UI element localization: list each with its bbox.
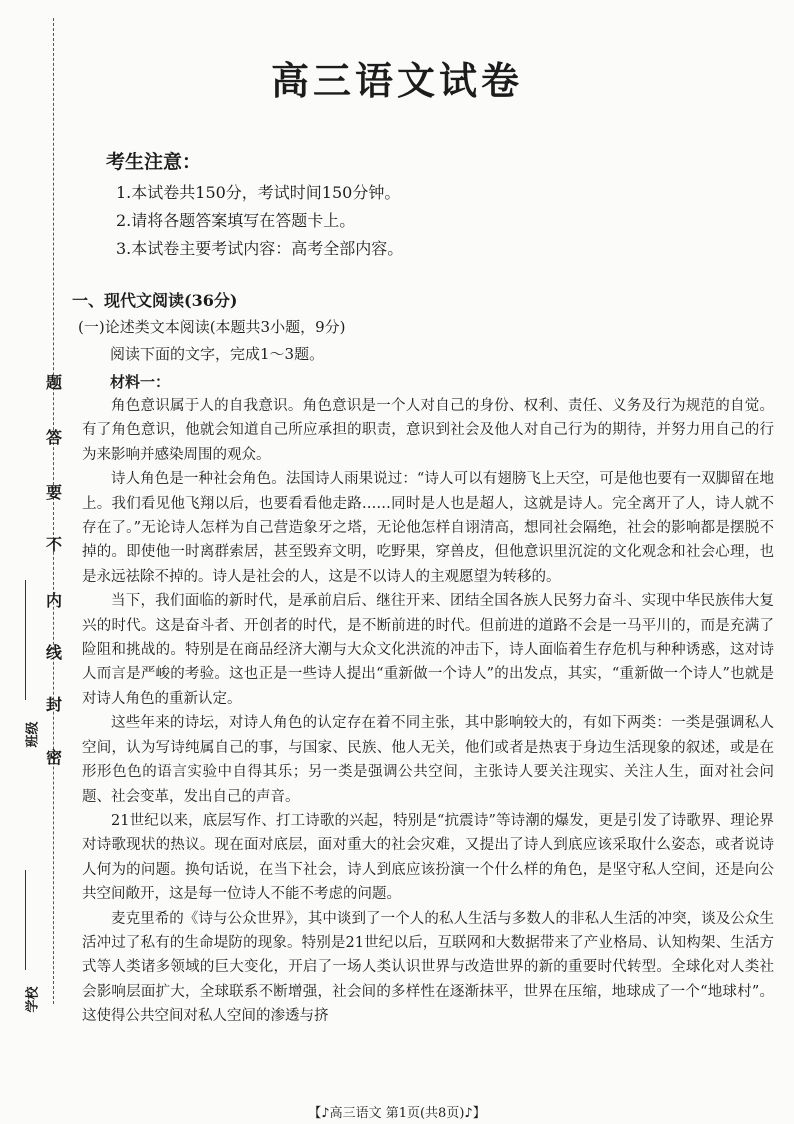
subsection-heading: (一)论述类文本阅读(本题共3小题，9分): [78, 318, 346, 336]
paragraph: 这些年来的诗坛，对诗人角色的认定存在着不同主张，其中影响较大的，有如下两类：一类是强调私人空间，认为写诗纯属自己的事，与国家、民族、他人无关，他们或者是热衷于身边生活现象的叙述，或是在形形色色的语言实验中自得其乐；另一类是强调公共空间，主张诗人要关注现实、关注人生，面对社会问题、社会变革，发出自己的声音。: [82, 715, 774, 805]
reading-instruction: 阅读下面的文字，完成1～3题。: [110, 345, 325, 363]
class-label: 班级: [25, 721, 41, 748]
seal-char: 不: [45, 535, 62, 554]
seal-char: 内: [45, 591, 62, 610]
seal-char: 线: [45, 643, 62, 662]
binding-dashed-line: [53, 18, 54, 1004]
seal-char: 要: [45, 483, 62, 502]
material-label: 材料一：: [110, 373, 171, 391]
binding-margin: [0, 0, 64, 1124]
page-footer: 【♪高三语文 第1页(共8页)♪】: [308, 1106, 486, 1121]
notice-item: 1.本试卷共150分，考试时间150分钟。: [116, 183, 401, 202]
paragraph: 诗人角色是一种社会角色。法国诗人雨果说过：“诗人可以有翅膀飞上天空，可是他也要有一双脚留在地上。我们看见他飞翔以后，也要看看他走路……同时是人也是超人，这就是诗人。完全离开了人，诗人就不存在了。”无论诗人怎样为自己营造象牙之塔，无论他怎样自诩清高，想同社会隔绝，社会的影响都是摆脱不掉的。即使他一时离群索居，甚至毁弃文明，吃野果，穿兽皮，但他意识里沉淀的文化观念和社会心理，也是永远祛除不掉的。诗人是社会的人，这是不以诗人的主观愿望为转移的。: [82, 471, 774, 585]
paragraph: 21世纪以来，底层写作、打工诗歌的兴起，特别是“抗震诗”等诗潮的爆发，更是引发了诗歌界、理论界对诗歌现状的热议。现在面对底层，面对重大的社会灾难，又提出了诗人到底应该采取什么姿态，或者说诗人何为的问题。换句话说，在当下社会，诗人到底应该扮演一个什么样的角色，是坚守私人空间，还是向公共空间敞开，这是每一位诗人不能不考虑的问题。: [82, 812, 774, 903]
paragraph: 麦克里希的《诗与公众世界》，其中谈到了一个人的私人生活与多数人的非私人生活的冲突，谈及公众生活冲过了私有的生命堤防的现象。特别是21世纪以后，互联网和大数据带来了产业格局、认知构架、生活方式等人类诸多领域的巨大变化，开启了一场人类认识世界与改造世界的新的重要时代转型。全球化对人类社会影响层面扩大，全球联系不断增强，社会间的多样性在逐渐抹平，世界在压缩，地球成了一个“地球村”。这使得公共空间对私人空间的渗透与挤: [82, 910, 774, 1025]
passage-body: [82, 394, 774, 1029]
seal-char: 题: [45, 373, 62, 392]
paragraph: 角色意识属于人的自我意识。角色意识是一个人对自己的身份、权利、责任、义务及行为规范的自觉。有了角色意识，他就会知道自己所应承担的职责，意识到社会及他人对自己行为的期待，并努力用自己的行为来影响并感染周围的观众。: [82, 398, 774, 463]
exam-title: 高三语文试卷: [270, 58, 523, 103]
paragraph: 当下，我们面临的新时代，是承前启后、继往开来、团结全国各族人民努力奋斗、实现中华民族伟大复兴的时代。这是奋斗者、开创者的时代，是不断前进的时代。但前进的道路不会是一马平川的，而是充满了险阻和挑战的。特别是在商品经济大潮与大众文化洪流的冲击下，诗人面临着生存危机与种种诱惑，这对诗人而言是严峻的考验。这也正是一些诗人提出“重新做一个诗人”的出发点，其实，“重新做一个诗人”也就是对诗人角色的重新认定。: [82, 593, 774, 707]
notice-heading: 考生注意：: [106, 151, 202, 173]
seal-char: 封: [45, 695, 62, 714]
school-label: 学校: [25, 986, 41, 1013]
notice-item: 2.请将各题答案填写在答题卡上。: [116, 211, 356, 230]
seal-char: 答: [45, 428, 62, 447]
notice-item: 3.本试卷主要考试内容：高考全部内容。: [116, 239, 404, 258]
seal-char: 密: [45, 748, 62, 767]
section-heading: 一、现代文阅读(36分): [72, 291, 238, 310]
class-fill-line: [25, 580, 26, 700]
school-fill-line: [25, 870, 26, 970]
